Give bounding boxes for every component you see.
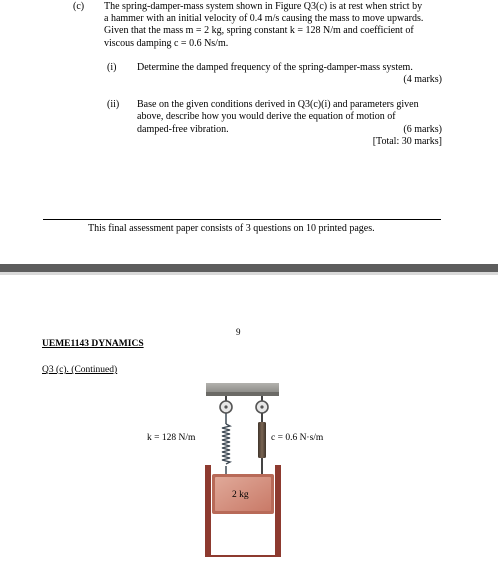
question-text-line: The spring-damper-mass system shown in Figure Q3(c) is at rest when strict by [104, 1, 423, 12]
question-text-line: viscous damping c = 0.6 Ns/m. [104, 38, 229, 49]
left-hook [220, 396, 232, 413]
damper-label: c = 0.6 N·s/m [271, 433, 324, 443]
right-hook [256, 396, 268, 413]
damper [258, 413, 266, 478]
continued-label: Q3 (c). (Continued) [42, 365, 118, 375]
mass-label: 2 kg [232, 490, 249, 500]
total-marks: [Total: 30 marks] [372, 136, 442, 147]
part-text-line: above, describe how you would derive the equation of motion of [137, 111, 396, 122]
part-text-line: Determine the damped frequency of the spring-damper-mass system. [137, 62, 413, 73]
question-text-line: Given that the mass m = 2 kg, spring constant k = 128 N/m and coefficient of [104, 25, 414, 36]
course-header: UEME1143 DYNAMICS [42, 339, 144, 349]
footer-note: This final assessment paper consists of 3 questions on 10 printed pages. [88, 223, 375, 234]
part-text-line: damped-free vibration. [137, 124, 229, 135]
page-number: 9 [236, 327, 241, 337]
ceiling [206, 383, 279, 396]
spring [222, 413, 230, 478]
question-text-line: a hammer with an initial velocity of 0.4 m/s causing the mass to move upwards. [104, 13, 424, 24]
part-marks: (4 marks) [403, 74, 442, 85]
spring-label: k = 128 N/m [147, 433, 196, 443]
part-text-line: Base on the given conditions derived in Q3(c)(i) and parameters given [137, 99, 419, 110]
part-label: (ii) [107, 99, 120, 110]
part-marks: (6 marks) [403, 124, 442, 135]
part-label: (i) [107, 62, 117, 73]
question-label: (c) [73, 1, 85, 12]
